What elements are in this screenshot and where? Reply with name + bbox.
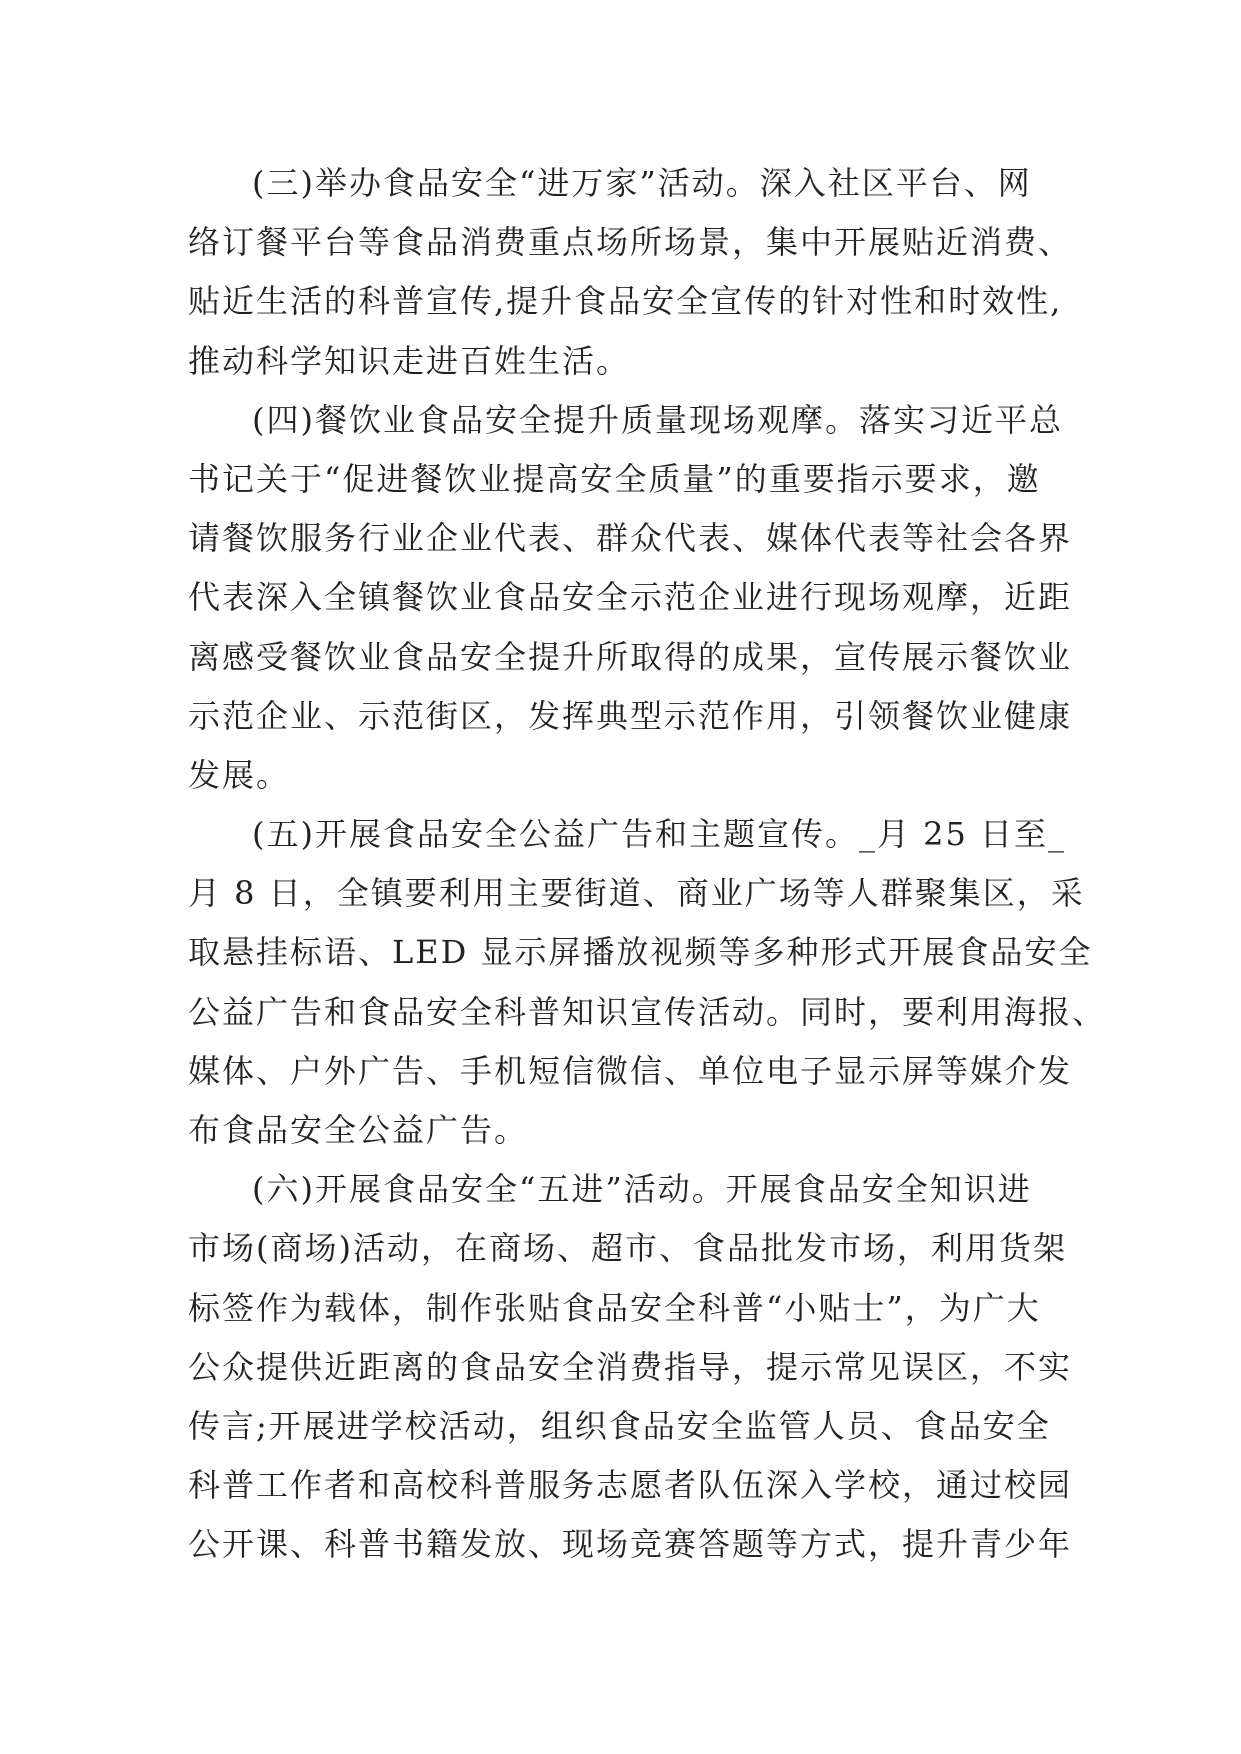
text-line: (三)举办食品安全“进万家”活动。深入社区平台、网 <box>252 164 1032 202</box>
text-line: 推动科学知识走进百姓生活。 <box>188 341 631 380</box>
text-line: 标签作为载体，制作张贴食品安全科普“小贴士”，为广大 <box>188 1288 1041 1327</box>
text-line: 市场(商场)活动，在商场、超市、食品批发市场，利用货架 <box>188 1229 1067 1268</box>
text-line: 传言;开展进学校活动，组织食品安全监管人员、食品安全 <box>188 1406 1051 1445</box>
text-line: 月 8 日，全镇要利用主要街道、商业广场等人群聚集区，采 <box>188 874 1085 913</box>
document-body <box>188 154 1107 1575</box>
text-line: 公益广告和食品安全科普知识宣传活动。同时，要利用海报、 <box>188 992 1107 1031</box>
text-line: 公开课、科普书籍发放、现场竞赛答题等方式，提升青少年 <box>188 1525 1073 1564</box>
text-line: (四)餐饮业食品安全提升质量现场观摩。落实习近平总 <box>252 400 1063 439</box>
text-line: 贴近生活的科普宣传,提升食品安全宣传的针对性和时效性, <box>188 282 1063 321</box>
text-line: 科普工作者和高校科普服务志愿者队伍深入学校，通过校园 <box>188 1466 1073 1505</box>
text-line: (五)开展食品安全公益广告和主题宣传。_月 25 日至_ <box>252 815 1067 854</box>
text-line: 示范企业、示范街区，发挥典型示范作用，引领餐饮业健康 <box>188 696 1073 735</box>
text-line: 公众提供近距离的食品安全消费指导，提示常见误区，不实 <box>188 1347 1073 1386</box>
text-line: 取悬挂标语、LED 显示屏播放视频等多种形式开展食品安全 <box>188 933 1093 972</box>
paragraph-4 <box>188 391 1088 805</box>
text-line: 布食品安全公益广告。 <box>188 1111 529 1149</box>
text-line: (六)开展食品安全“五进”活动。开展食品安全知识进 <box>252 1170 1032 1209</box>
text-line: 媒体、户外广告、手机短信微信、单位电子显示屏等媒介发 <box>188 1051 1073 1090</box>
text-line: 代表深入全镇餐饮业食品安全示范企业进行现场观摩，近距 <box>188 578 1073 617</box>
text-line: 离感受餐饮业食品安全提升所取得的成果，宣传展示餐饮业 <box>188 637 1073 676</box>
paragraph-3 <box>188 154 1088 391</box>
text-line: 发展。 <box>188 755 291 794</box>
text-line: 书记关于“促进餐饮业提高安全质量”的重要指示要求，邀 <box>188 459 1041 498</box>
text-line: 请餐饮服务行业企业代表、群众代表、媒体代表等社会各界 <box>188 519 1073 558</box>
text-line: 络订餐平台等食品消费重点场所场景，集中开展贴近消费、 <box>188 223 1073 262</box>
paragraph-5 <box>188 805 1107 1160</box>
paragraph-6 <box>188 1160 1088 1574</box>
